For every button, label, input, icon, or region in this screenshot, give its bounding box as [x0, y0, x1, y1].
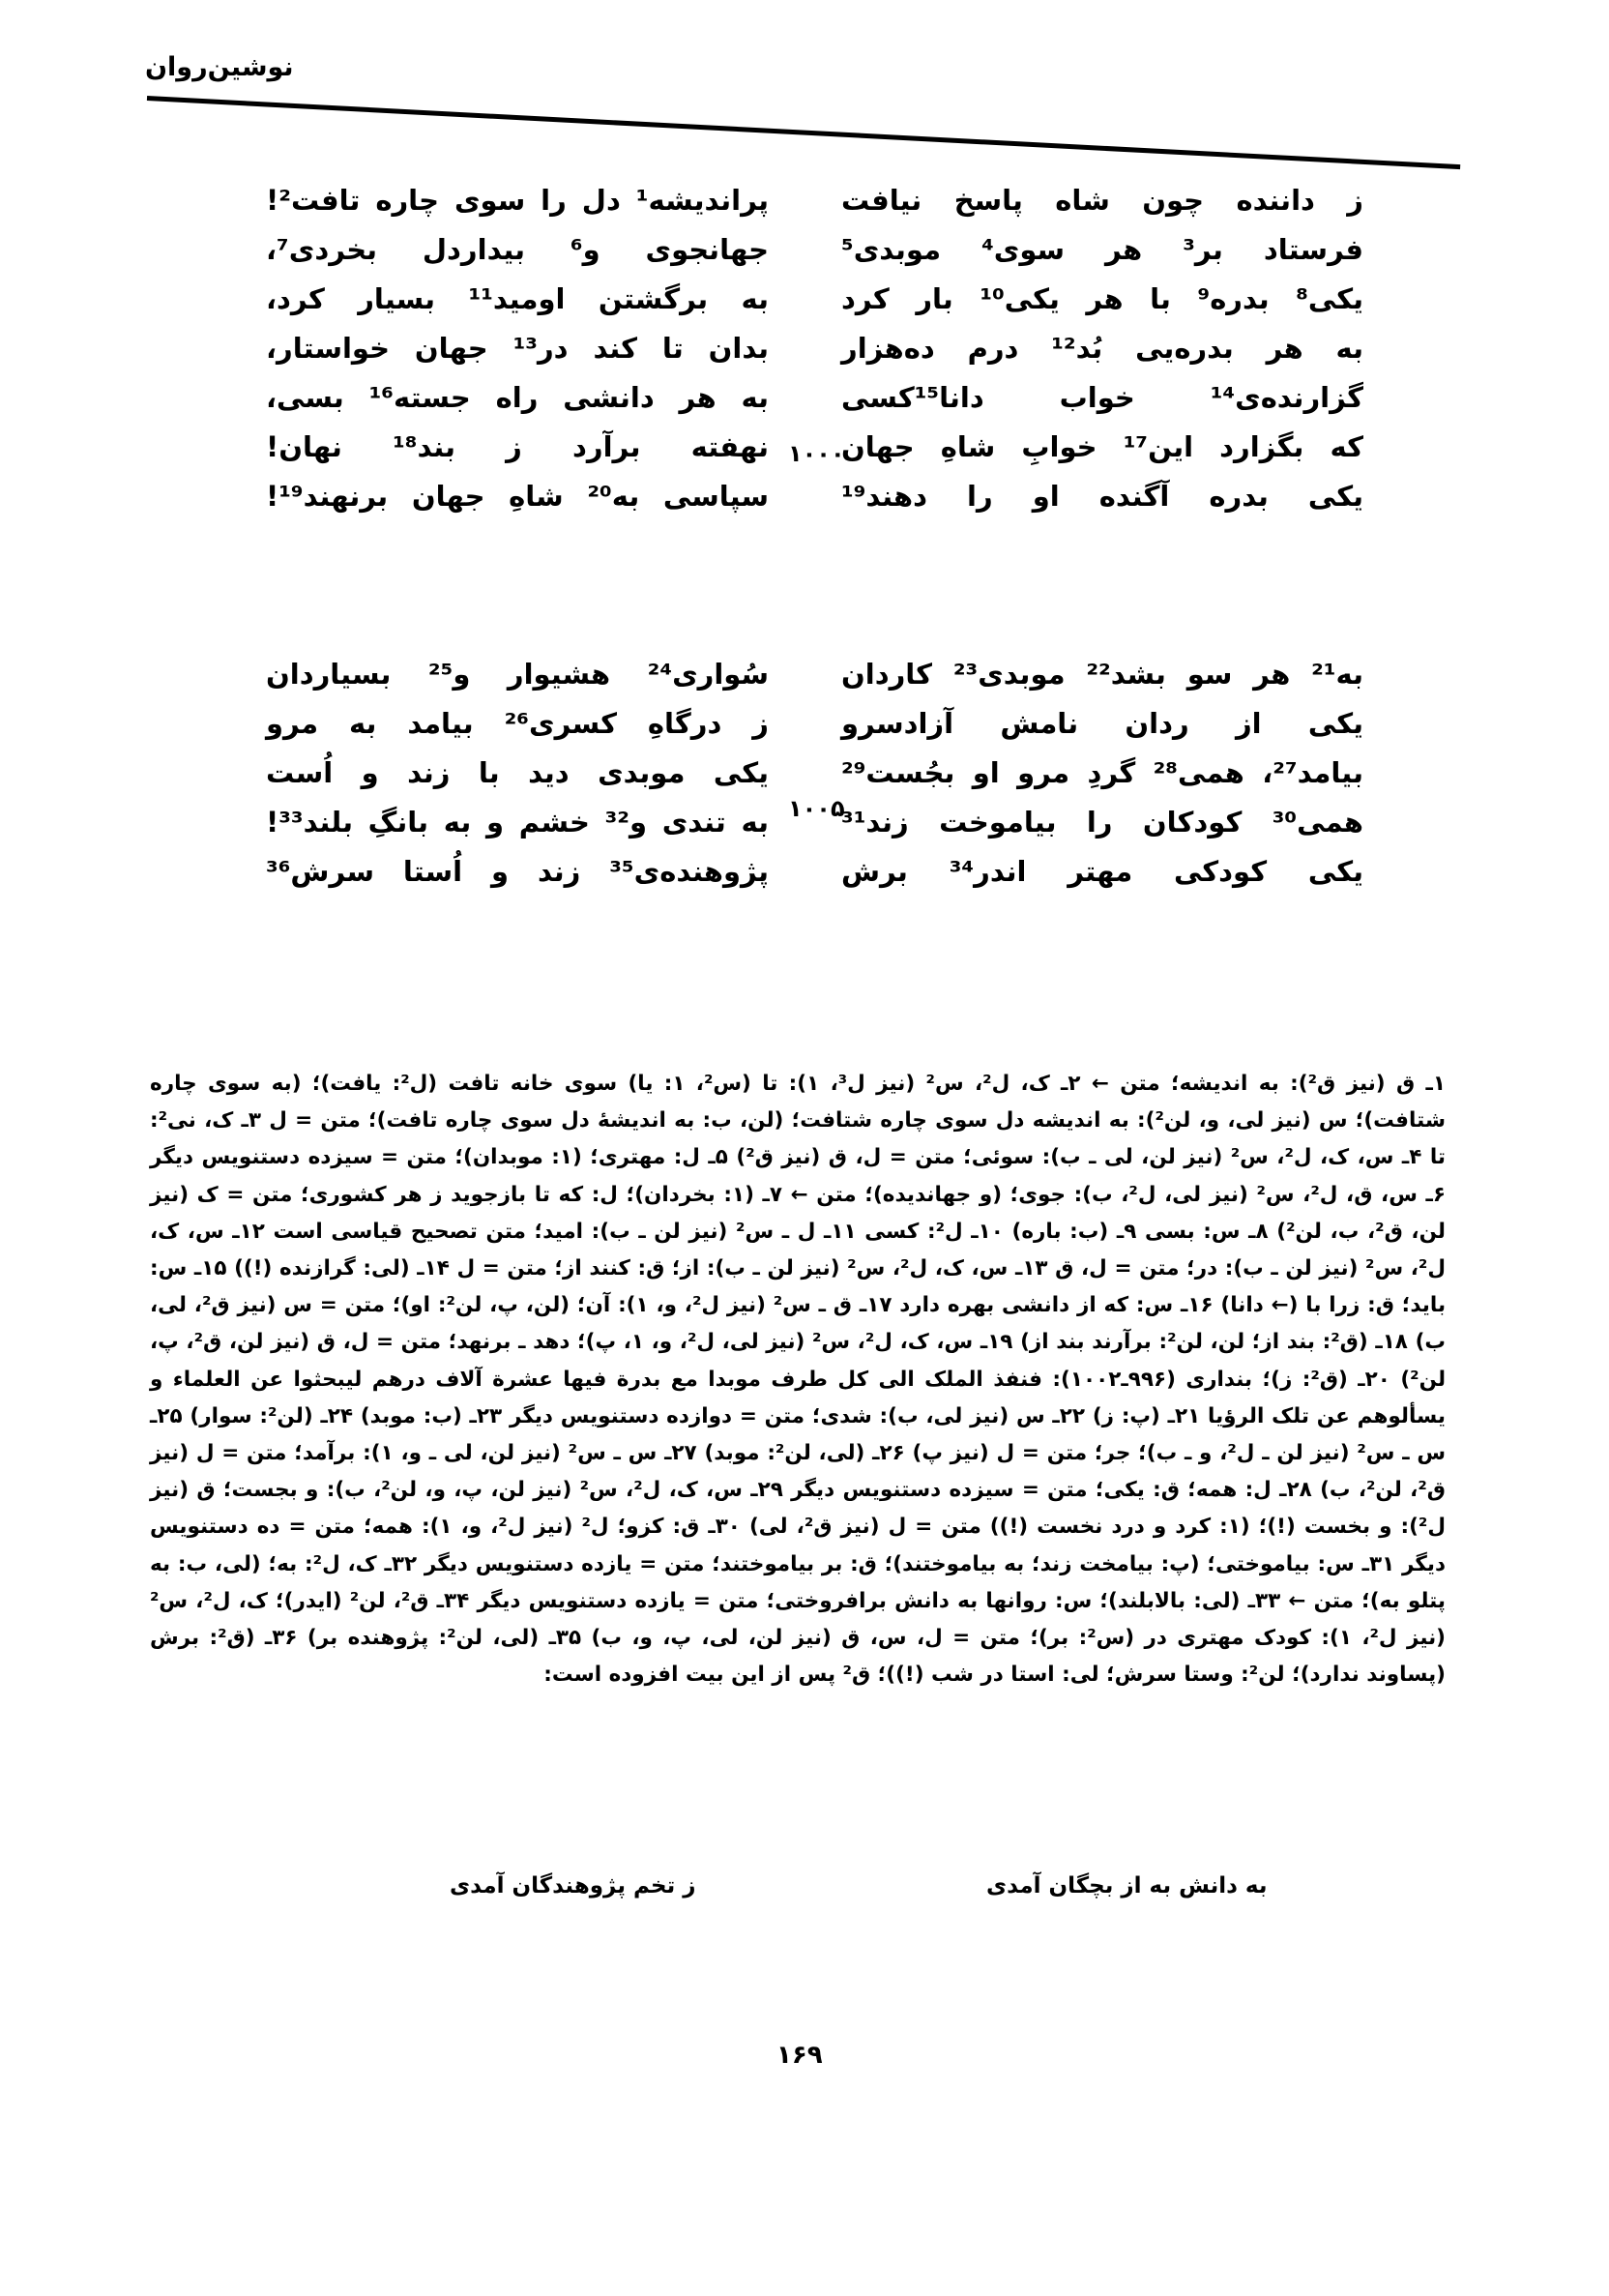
verse-line: فرستاد بر³ هر سوی⁴ موبدی⁵	[841, 233, 1363, 266]
running-title: نوشین‌روان	[145, 52, 294, 82]
verse-line: پراندیشه¹ دل را سوی چاره تافت²!	[266, 184, 769, 217]
verse-line: به برگشتن اومید¹¹ بسیار کرد،	[266, 282, 769, 315]
poem-block-1-left	[266, 176, 769, 521]
verse-line: بدان تا کند در¹³ جهان خواستار،	[266, 332, 769, 365]
verse-line: یکی موبدی دید با زند و اُست	[266, 756, 769, 789]
poem-block-1-right	[841, 176, 1363, 521]
verse-line: نهفته برآرد ز بند¹⁸ نهان!	[266, 430, 769, 463]
verse-line: ز درگاهِ کسری²⁶ بیامد به مرو	[266, 707, 769, 740]
verse-line: سپاسی به²⁰ شاهِ جهان برنهند¹⁹!	[266, 480, 769, 513]
verse-line: جهانجوی و⁶ بیداردل بخردی⁷،	[266, 233, 769, 266]
verse-line: یکی بدره آگنده او را دهند¹⁹	[841, 480, 1363, 513]
line-number-1000: ۱۰۰۰	[788, 440, 845, 467]
verse-line: یکی⁸ بدره⁹ با هر یکی¹⁰ بار کرد	[841, 282, 1363, 315]
verse-line: یکی کودکی مهتر اندر³⁴ برش	[841, 855, 1363, 888]
poem-block-2-left	[266, 650, 769, 897]
extra-verse-right-hemistich: به دانش به از بچگان آمدی	[986, 1873, 1268, 1899]
verse-line: ز داننده چون شاه پاسخ نیافت	[841, 184, 1363, 217]
verse-line: پژوهنده‌ی³⁵ زند و اُستا سرش³⁶	[266, 855, 769, 888]
line-number-1005: ۱۰۰۵	[788, 795, 845, 822]
verse-line: که بگزارد این¹⁷ خوابِ شاهِ جهان	[841, 430, 1363, 463]
verse-line: بیامد²⁷، همی²⁸ گردِ مرو او بجُست²⁹	[841, 756, 1363, 789]
extra-verse-left-hemistich: ز تخم پژوهندگان آمدی	[450, 1873, 696, 1899]
verse-line: سُواری²⁴ هشیوار و²⁵ بسیاردان	[266, 658, 769, 691]
verse-line: به تندی و³² خشم و به بانگِ بلند³³!	[266, 806, 769, 839]
footnotes	[150, 1066, 1446, 1693]
page-number: ۱۶۹	[776, 2041, 823, 2070]
footnote-paragraph: ۱ـ ق (نیز ق²): به اندیشه؛ متن ← ۲ـ ک، ل²، س² (نیز ل³، ۱): تا (س²، ۱: یا) سوی خانه تافت (ل²: یافت)؛ (به سوی چاره شتافت)؛ س (نیز لی، و، لن²): به اندیشه دل سوی چاره شتافت؛ (لن، ب: به اندیشهٔ دل سوی چاره تافت)؛ متن = ل ۳ـ ک، نی²: تا ۴ـ س، ک، ل²، س² (نیز لن، لی ـ ب): سوئی؛ متن = ل، ق (نیز ق²) ۵ـ ل: مهتری؛ (۱: موبدان)؛ متن = سیزده دستنویس دیگر ۶ـ س، ق، ل²، س² (نیز لی، ل²، ب): جوی؛ (و جهاندیده)؛ متن ← ۷ـ (۱: بخردان)؛ ل: که تا بازجوید ز هر کشوری؛ متن = ک (نیز لن، ق²، ب، لن²) ۸ـ س: بسی ۹ـ (ب: باره) ۱۰ـ ل²: کسی ۱۱ـ ل ـ س² (نیز لن ـ ب): امید؛ متن تصحیح قیاسی است ۱۲ـ س، ک، ل²، س² (نیز لن ـ ب): در؛ متن = ل، ق ۱۳ـ س، ک، ل²، س² (نیز لن ـ ب): از؛ ق: کنند از؛ متن = ل ۱۴ـ (لی: گرازنده (!)) ۱۵ـ س: باید؛ ق: زرا با (← دانا) ۱۶ـ س: که از دانشی بهره دارد ۱۷ـ ق ـ س² (نیز ل²، و، ۱): آن؛ (لن، پ، لن²: او)؛ متن = س (نیز ق²، لی، ب) ۱۸ـ (ق²: بند از؛ لن، لن²: برآرند بند از) ۱۹ـ س، ک، ل²، س² (نیز لی، ل²، و، ۱، پ)؛ دهد ـ برنهد؛ متن = ل، ق (نیز لن، ق²، پ، لن²) ۲۰ـ (ق²: ز)؛ بنداری (۹۹۶ـ۱۰۰۲): فنفذ الملک الی کل طرف موبدا مع بدرة فیها عشرة آلاف درهم لیبحثوا عن العلماء و یسألوهم عن تلک الرؤیا ۲۱ـ (پ: ز) ۲۲ـ س (نیز لی، ب): شدی؛ متن = دوازده دستنویس دیگر ۲۳ـ (ب: موبد) ۲۴ـ (لن²: سوار) ۲۵ـ س ـ س² (نیز لن ـ ل²، و ـ ب)؛ جر؛ متن = ل (نیز پ) ۲۶ـ (لی، لن²: موبد) ۲۷ـ س ـ س² (نیز لن، لی ـ و، ۱): برآمد؛ متن = ل (نیز ق²، لن²، ب) ۲۸ـ ل: همه؛ ق: یکی؛ متن = سیزده دستنویس دیگر ۲۹ـ س، ک، ل²، س² (نیز لن، پ، و، لن²، ب): و بجست؛ ق (نیز ل²): و بخست (!)؛ (۱: کرد و درد نخست (!)) متن = ل (نیز ق²، لی) ۳۰ـ ق: کزو؛ ل² (نیز ل²، و، ۱): همه؛ متن = ده دستنویس دیگر ۳۱ـ س: بیاموختی؛ (پ: بیامخت زند؛ به بیاموختند)؛ ق: بر بیاموختند؛ متن = یازده دستنویس دیگر ۳۲ـ ک، ل²: به؛ (لی، ب: به پتلو به)؛ متن ← ۳۳ـ (لی: بالابلند)؛ س: روانها به دانش برافروختی؛ متن = یازده دستنویس دیگر ۳۴ـ ق²، لن² (ایدر)؛ ک، ل²، س² (نیز ل²، ۱): کودک مهتری در (س²: بر)؛ متن = ل، س، ق (نیز لن، لی، پ، و، ب) ۳۵ـ (لی، لن²: پژوهنده بر) ۳۶ـ (ق²: برش (پساوند ندارد)؛ لن²: وستا سرش؛ لی: استا در شب (!))؛ ق² پس از این بیت افزوده است:	[150, 1072, 1447, 1688]
verse-line: همی³⁰ کودکان را بیاموخت زند³¹	[841, 806, 1363, 839]
verse-line: به هر بدره‌یی بُد¹² درم ده‌هزار	[841, 332, 1363, 365]
header-rule	[147, 96, 1460, 169]
verse-line: به هر دانشی راه جسته¹⁶ بسی،	[266, 381, 769, 414]
poem-block-2-right	[841, 650, 1363, 897]
verse-line: گزارنده‌ی¹⁴ خواب دانا¹⁵کسی	[841, 381, 1363, 414]
verse-line: به²¹ هر سو بشد²² موبدی²³ کاردان	[841, 658, 1363, 691]
verse-line: یکی از ردان نامش آزادسرو	[841, 707, 1363, 740]
